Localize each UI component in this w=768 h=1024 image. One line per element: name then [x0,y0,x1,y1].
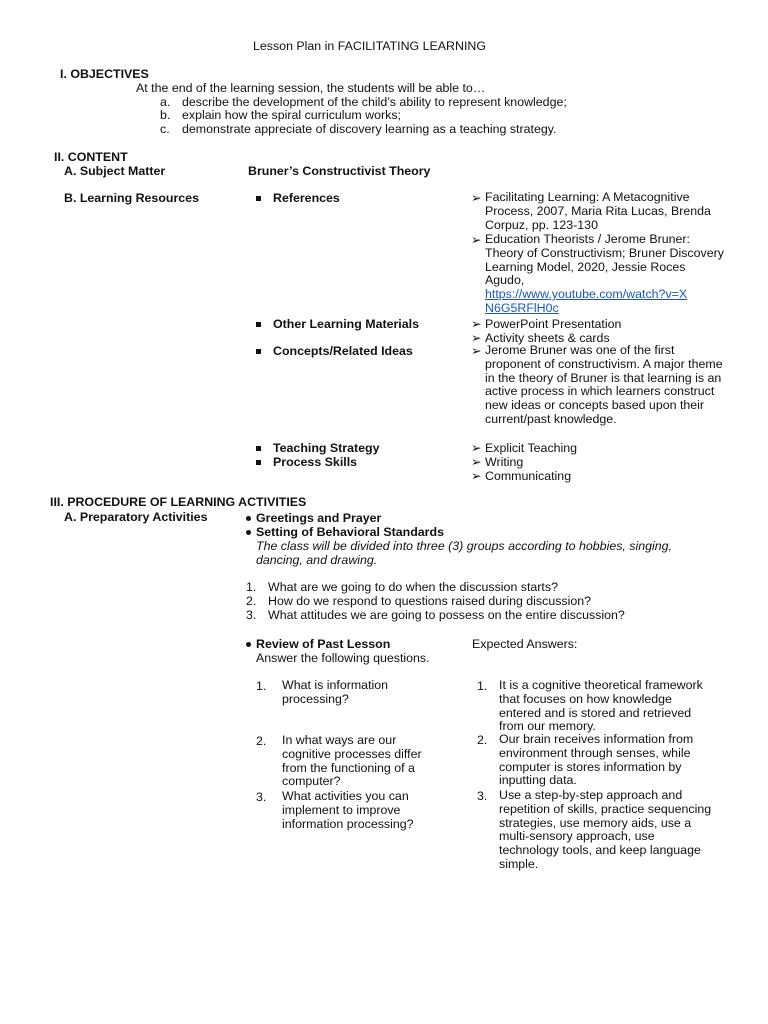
review-question-marker-2: 2. [256,734,267,748]
objectives-intro: At the end of the learning session, the students will be able to… [136,81,486,95]
process-skill-item-2: Communicating [485,469,572,483]
arrow-bullet-icon: ➢ [471,331,482,345]
standards-question-3: What attitudes we are going to possess on the entire discussion? [268,608,625,622]
other-material-item-2: Activity sheets & cards [485,331,610,345]
standards-question-marker-3: 3. [246,608,257,622]
answer-1: It is a cognitive theoretical framework that focuses on how knowledge entered and is stored and retrieved from our memory. [499,678,703,734]
other-material-item-1: PowerPoint Presentation [485,317,622,331]
concepts-text: Jerome Bruner was one of the first proponent of constructivism. A major theme in the theory of Bruner is that learning is an active process in which learners construct new ideas or concepts based upon their current/past knowledge. [485,343,723,426]
square-bullet-icon [256,349,261,354]
review-instruction: Answer the following questions. [256,651,430,665]
references-label: References [273,191,340,205]
objective-item-b: explain how the spiral curriculum works; [182,108,401,122]
reference-item-1: Facilitating Learning: A Metacognitive Process, 2007, Maria Rita Lucas, Brenda Corpuz, pp. 123-130 [485,190,711,232]
greetings-item: Greetings and Prayer [256,511,382,525]
square-bullet-icon [256,196,261,201]
review-item: Review of Past Lesson [256,637,391,651]
reference-item-2 [485,233,725,316]
arrow-bullet-icon: ➢ [471,191,482,205]
subject-matter-value: Bruner’s Constructivist Theory [248,164,431,178]
concepts-label: Concepts/Related Ideas [273,344,413,358]
subject-matter-label: A. Subject Matter [64,164,166,178]
other-materials-label: Other Learning Materials [273,317,419,331]
answer-marker-3: 3. [477,789,488,803]
answer-2: Our brain receives information from environment through senses, while computer is stores information by inputting data. [499,732,694,788]
learning-resources-label: B. Learning Resources [64,191,199,205]
behavioral-standards-item: Setting of Behavioral Standards [256,525,444,539]
procedure-heading: III. PROCEDURE OF LEARNING ACTIVITIES [50,495,307,509]
round-bullet-icon [246,516,251,521]
standards-question-1: What are we going to do when the discussion starts? [268,580,558,594]
page-title: Lesson Plan in FACILITATING LEARNING [253,39,486,53]
expected-answers-label: Expected Answers: [472,637,578,651]
square-bullet-icon [256,322,261,327]
answer-3: Use a step-by-step approach and repetition of skills, practice sequencing strategies, use memory aids, use a multi-sensory approach, use technology tools, and keep language simple. [499,788,712,871]
standards-question-marker-1: 1. [246,580,257,594]
reference-item-2-text: Education Theorists / Jerome Bruner: Theory of Constructivism; Bruner Discovery Learning Model, 2020, Jessie Roces Agudo, [485,232,724,288]
answer-marker-2: 2. [477,733,488,747]
review-question-2: In what ways are our cognitive processes differ from the functioning of a computer? [282,733,422,789]
reference-link[interactable]: https://www.youtube.com/watch?v=XN6G5RFlH0c [485,287,688,315]
round-bullet-icon [246,642,251,647]
objective-item-a: describe the development of the child’s ability to represent knowledge; [182,95,567,109]
preparatory-activities-label: A. Preparatory Activities [64,510,208,524]
standards-question-2: How do we respond to questions raised during discussion? [268,594,592,608]
teaching-strategy-label: Teaching Strategy [273,441,380,455]
arrow-bullet-icon: ➢ [471,317,482,331]
objective-marker-a: a. [160,95,171,109]
arrow-bullet-icon: ➢ [471,469,482,483]
square-bullet-icon [256,460,261,465]
content-heading: II. CONTENT [54,150,128,164]
process-skills-label: Process Skills [273,455,358,469]
arrow-bullet-icon: ➢ [471,344,482,358]
teaching-strategy-value: Explicit Teaching [485,441,578,455]
arrow-bullet-icon: ➢ [471,441,482,455]
review-question-3: What activities you can implement to improve information processing? [282,789,414,831]
round-bullet-icon [246,530,251,535]
arrow-bullet-icon: ➢ [471,233,482,247]
square-bullet-icon [256,446,261,451]
answer-marker-1: 1. [477,679,488,693]
review-question-1: What is information processing? [282,678,389,706]
objective-marker-b: b. [160,108,171,122]
process-skill-item-1: Writing [485,455,524,469]
review-question-marker-1: 1. [256,679,267,693]
objectives-heading: I. OBJECTIVES [60,67,149,81]
objective-marker-c: c. [160,122,170,136]
behavioral-standards-note: The class will be divided into three (3) groups according to hobbies, singing, dancing, and drawing. [256,539,673,567]
objective-item-c: demonstrate appreciate of discovery learning as a teaching strategy. [182,122,557,136]
standards-question-marker-2: 2. [246,594,257,608]
arrow-bullet-icon: ➢ [471,455,482,469]
review-question-marker-3: 3. [256,790,267,804]
